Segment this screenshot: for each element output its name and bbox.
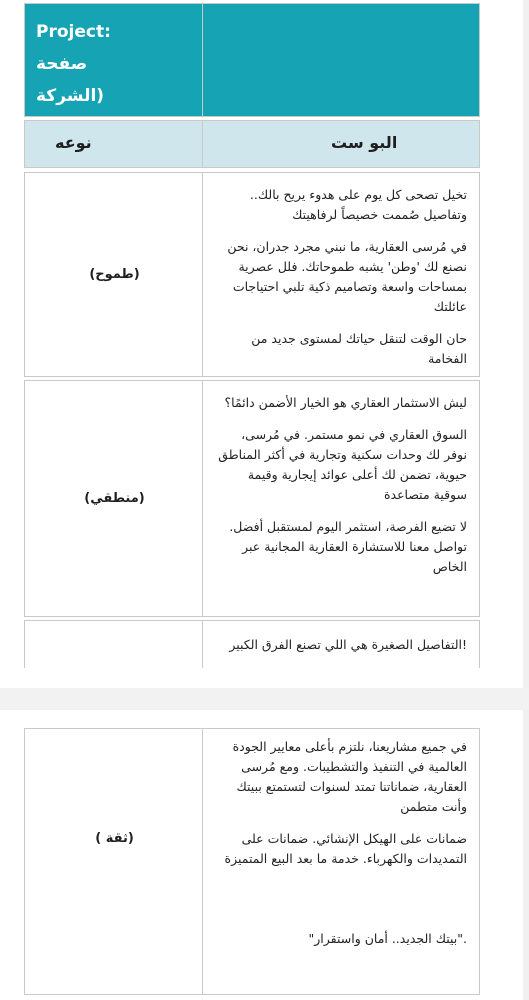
table-row-post-cell: [202, 620, 480, 668]
table-row-type-cell: [24, 728, 203, 995]
col-type-label: نوعه: [55, 133, 92, 152]
table-row-type-cell: [24, 380, 203, 617]
post-text: [215, 185, 467, 381]
post-type: (طموح): [89, 267, 140, 282]
project-name: صفحة (الشركة: [36, 54, 105, 106]
table-row-type-cell: [24, 620, 203, 668]
post-paragraph: حان الوقت لتنقل حياتك لمستوى جديد من الفخامة: [251, 331, 467, 366]
post-text: [215, 635, 467, 667]
post-paragraph: تخيل تصحى كل يوم على هدوء يريح بالك.. وتفاصيل صُممت خصيصاً لرفاهيتك: [249, 187, 467, 222]
header-empty-cell: [202, 3, 480, 117]
post-paragraph: في جميع مشاريعنا، نلتزم بأعلى معايير الجودة العالمية في التنفيذ والتشطيبات. ومع مُرسى العقارية، ضماناتنا تمتد لسنوات لتستمتع ببيتك وأنت متطمن: [232, 739, 467, 814]
table-row-post-cell: [202, 380, 480, 617]
post-type: (منطقي): [84, 491, 145, 506]
post-paragraph: ليش الاستثمار العقاري هو الخيار الأضمن دائمًا؟: [224, 395, 467, 410]
col-type-header: [24, 120, 203, 168]
page-shadow: [523, 710, 529, 1000]
post-type: (ثقة ): [95, 831, 134, 846]
table-row-post-cell: [202, 728, 480, 995]
post-paragraph: في مُرسى العقارية، ما نبني مجرد جدران، نحن نصنع لك 'وطن' يشبه طموحاتك. فلل عصرية بمساحات واسعة وتصاميم ذكية تلبي احتياجات عائلتك: [227, 239, 467, 314]
project-label: Project:: [36, 22, 111, 42]
table-row-type-cell: [24, 172, 203, 377]
page-break: [0, 688, 529, 710]
post-paragraph: ."بيتك الجديد.. أمان واستقرار": [308, 931, 467, 946]
post-text: [215, 737, 467, 961]
table-row-post-cell: [202, 172, 480, 377]
post-paragraph: ضمانات على الهيكل الإنشائي. ضمانات على التمديدات والكهرباء. خدمة ما بعد البيع المتميزة: [224, 831, 467, 866]
col-post-header: [202, 120, 480, 168]
post-paragraph: السوق العقاري في نمو مستمر. في مُرسى، نوفر لك وحدات سكنية وتجارية في أكثر المناطق حيوية، تضمن لك أعلى عوائد إيجارية وقيمة سوقية متصاعدة: [218, 427, 467, 502]
post-paragraph: لا تضيع الفرصة، استثمر اليوم لمستقبل أفضل. تواصل معنا للاستشارة العقارية المجانية عبر الخاص: [229, 519, 467, 574]
post-text: [215, 393, 467, 589]
col-post-label: البو ست: [331, 133, 398, 152]
post-paragraph: !التفاصيل الصغيرة هي اللي تصنع الفرق الكبير: [229, 637, 467, 652]
page-shadow: [523, 0, 529, 688]
